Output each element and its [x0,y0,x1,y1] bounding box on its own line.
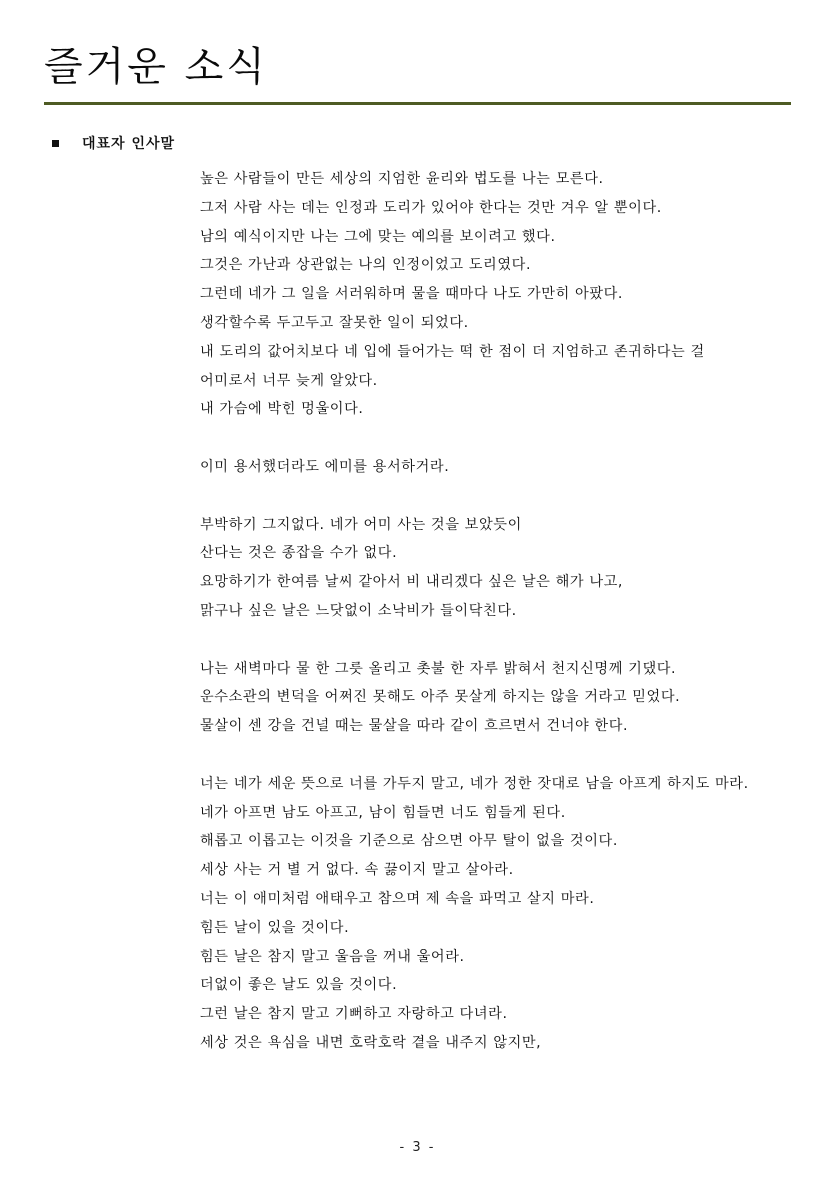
text-line: 물살이 센 강을 건널 때는 물살을 따라 같이 흐르면서 건너야 한다. [200,718,629,735]
paragraph-2 [200,453,800,482]
text-line: 나는 새벽마다 물 한 그릇 올리고 촛불 한 자루 밝혀서 천지신명께 기댔다. [200,660,677,677]
text-line: 더없이 좋은 날도 있을 것이다. [200,977,398,994]
text-line: 힘든 날이 있을 것이다. [200,919,350,936]
text-line: 그저 사람 사는 데는 인정과 도리가 있어야 한다는 것만 겨우 알 뿐이다. [200,199,662,216]
square-bullet-icon [52,140,59,147]
text-line: 어미로서 너무 늦게 알았다. [200,372,378,389]
text-line: 산다는 것은 종잡을 수가 없다. [200,545,398,562]
text-line: 그런데 네가 그 일을 서러워하며 물을 때마다 나도 가만히 아팠다. [200,286,624,303]
text-line: 내 가슴에 박힌 멍울이다. [200,401,364,418]
text-line: 이미 용서했더라도 에미를 용서하거라. [200,458,450,475]
text-line: 그런 날은 참지 말고 기뻐하고 자랑하고 다녀라. [200,1006,508,1023]
page-number: - 3 - [399,1140,436,1155]
text-line: 요망하기가 한여름 날씨 같아서 비 내리겠다 싶은 날은 해가 나고, [200,574,624,591]
section-label: 대표자 인사말 [82,136,176,152]
text-line: 높은 사람들이 만든 세상의 지엄한 윤리와 법도를 나는 모른다. [200,171,604,187]
paragraph-1 [200,165,800,424]
text-line: 맑구나 싶은 날은 느닷없이 소낙비가 들이닥친다. [200,602,517,619]
text-line: 부박하기 그지없다. 네가 어미 사는 것을 보았듯이 [200,516,522,533]
paragraph-gap [200,626,800,655]
paragraph-gap [200,741,800,770]
title-divider [44,102,791,105]
paragraph-4 [200,655,800,741]
paragraph-3 [200,511,800,626]
text-line: 세상 것은 욕심을 내면 호락호락 곁을 내주지 않지만, [200,1034,542,1051]
text-line: 내 도리의 값어치보다 네 입에 들어가는 떡 한 점이 더 지엄하고 존귀하다는 걸 [200,343,705,360]
text-line: 네가 아프면 남도 아프고, 남이 힘들면 너도 힘들게 된다. [200,804,566,821]
section-heading [52,132,175,154]
page-title: 즐거운 소식 [44,44,268,90]
text-line: 운수소관의 변덕을 어쩌진 못해도 아주 못살게 하지는 않을 거라고 믿었다. [200,689,681,706]
text-line: 힘든 날은 참지 말고 울음을 꺼내 울어라. [200,948,465,965]
text-line: 그것은 가난과 상관없는 나의 인정이었고 도리였다. [200,257,532,274]
paragraph-gap [200,482,800,511]
text-line: 너는 네가 세운 뜻으로 너를 가두지 말고, 네가 정한 잣대로 남을 아프게 하지도 마라. [200,775,749,792]
text-line: 세상 사는 거 별 거 없다. 속 끓이지 말고 살아라. [200,862,514,879]
letter-body [200,165,800,1058]
paragraph-5 [200,770,800,1058]
text-line: 해롭고 이롭고는 이것을 기준으로 삼으면 아무 탈이 없을 것이다. [200,833,618,850]
text-line: 생각할수록 두고두고 잘못한 일이 되었다. [200,314,469,331]
paragraph-gap [200,424,800,453]
text-line: 너는 이 애미처럼 애태우고 참으며 제 속을 파먹고 살지 마라. [200,890,595,907]
text-line: 남의 예식이지만 나는 그에 맞는 예의를 보이려고 했다. [200,228,556,245]
